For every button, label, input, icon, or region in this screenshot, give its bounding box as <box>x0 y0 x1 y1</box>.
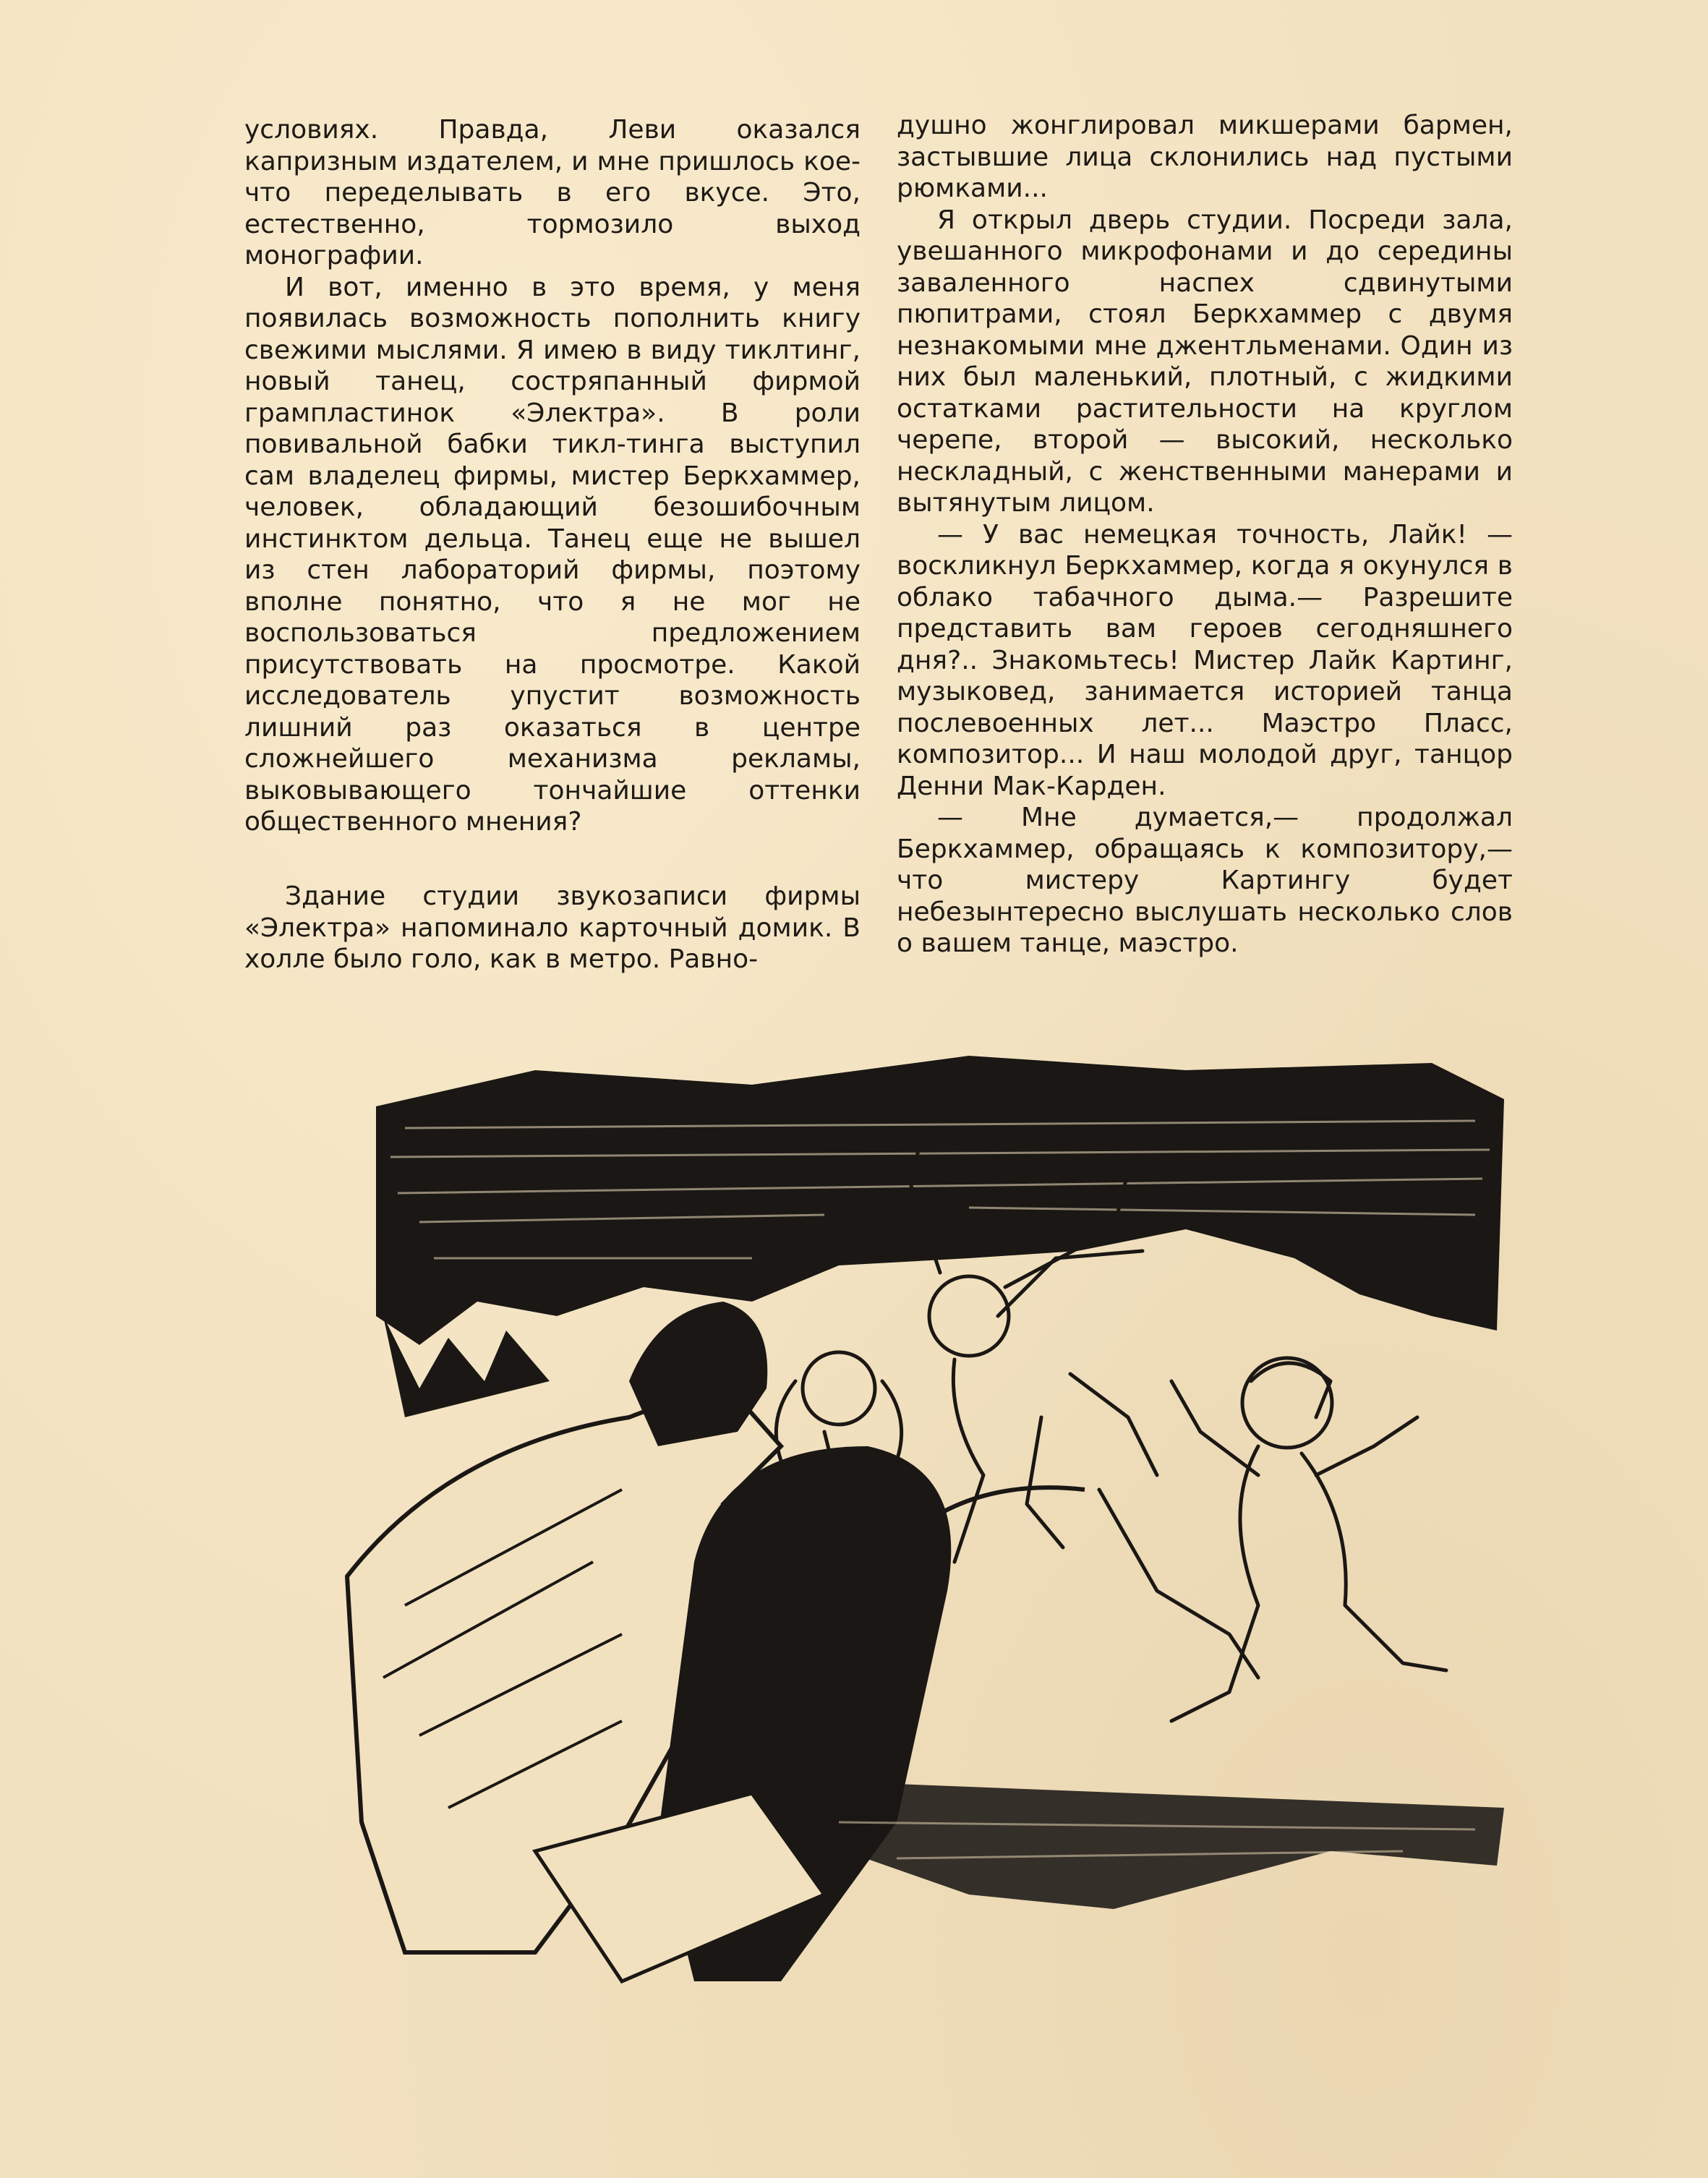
text-column-left <box>244 114 861 974</box>
paragraph: Я открыл дверь студии. Посреди зала, увешанного микрофонами и до середины заваленного наспех сдвинутыми пюпитрами, стоял Беркхаммер с двумя незнакомыми мне джентльменами. Один из них был маленький, плотный, с жидкими остатками растительности на круглом черепе, второй — высокий, несколько нескладный, с женственными манерами и вытянутым лицом. <box>897 205 1513 518</box>
paragraph: душно жонглировал микшерами бармен, застывшие лица склонились над пустыми рюмками... <box>897 111 1513 203</box>
paragraph: — У вас немецкая точность, Лайк! — воскликнул Беркхаммер, когда я окунулся в облако табачного дыма.— Разрешите представить вам героев сегодняшнего дня?.. Знакомьтесь! Мистер Лайк Картинг, музыковед, занимается историей танца послевоенных лет... Маэстро Пласс, композитор... И наш молодой друг, танцор Денни Мак-Карден. <box>897 519 1513 801</box>
paragraph: Здание студии звукозаписи фирмы «Электра» напоминало карточный домик. В холле было голо, как в метро. Равно- <box>244 881 861 974</box>
paragraph: — Мне думается,— продолжал Беркхаммер, обращаясь к композитору,— что мистеру Картингу будет небезынтересно выслушать несколько слов о вашем танце, маэстро. <box>897 803 1513 958</box>
text-column-right <box>897 110 1513 960</box>
illustration <box>318 1041 1511 2068</box>
dark-ceiling-band <box>376 1056 1504 1417</box>
paragraph: условиях. Правда, Леви оказался капризным издателем, и мне пришлось кое-что переделывать в его вкусе. Это, естественно, тормозило выход монографии. <box>244 115 861 270</box>
floor-shadow <box>767 1779 1504 1909</box>
paragraph: И вот, именно в это время, у меня появилась возможность пополнить книгу свежими мыслями. Я имею в виду тиклтинг, новый танец, состряпанный фирмой грампластинок «Электра». В роли повивальной бабки тикл-тинга выступил сам владелец фирмы, мистер Беркхаммер, человек, обладающий безошибочным инстинктом дельца. Танец еще не вышел из стен лабораторий фирмы, поэтому вполне понятно, что я не мог не воспользоваться предложением присутствовать на просмотре. Какой исследователь упустит возможность лишний раз оказаться в центре сложнейшего механизма рекламы, выковывающего тончайшие оттенки общественного мнения? <box>244 272 861 837</box>
